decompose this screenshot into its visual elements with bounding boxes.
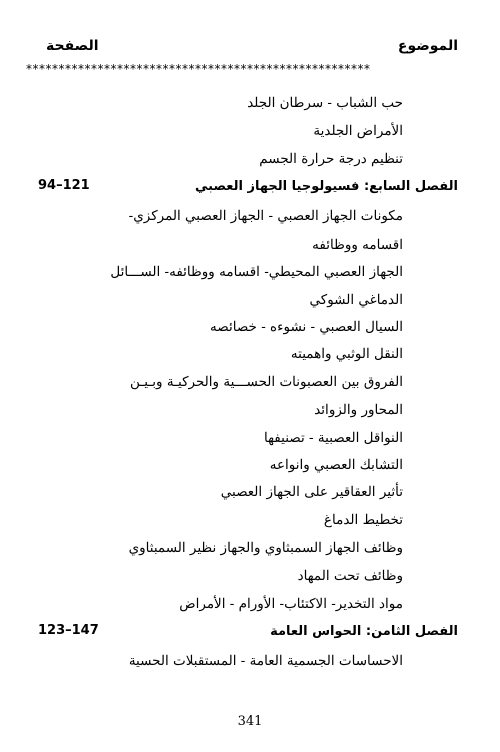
chapter-page-range: 94–121 [38, 178, 90, 193]
toc-entry: المحاور والزوائد [314, 402, 403, 418]
toc-entry: التشابك العصبي وانواعه [269, 457, 403, 473]
star-separator: ***************************************************** [26, 62, 371, 76]
chapter-heading: الفصل الثامن: الحواس العامة [270, 624, 458, 639]
toc-entry: وظائف الجهاز السمبثاوي والجهاز نظير السمبثاوي [128, 540, 403, 556]
toc-entry: الأمراض الجلدية [313, 123, 403, 139]
toc-entry: الدماغي الشوكي [309, 292, 403, 308]
toc-entry: الجهاز العصبي المحيطي- اقسامه ووظائفه- الســـائل [110, 264, 403, 280]
toc-entry: الفروق بين العصبونات الحســـية والحركيـة وبـيـن [130, 374, 403, 390]
toc-entry: حب الشباب - سرطان الجلد [247, 95, 403, 111]
toc-entry: تخطيط الدماغ [323, 512, 403, 528]
toc-entry: وظائف تحت المهاد [297, 568, 403, 584]
page-number: 341 [237, 714, 263, 729]
toc-entry: النقل الوثبي واهميته [290, 346, 403, 362]
toc-entry: مواد التخدير- الاكتئاب- الأورام - الأمراض [179, 596, 403, 612]
chapter-page-range: 123–147 [38, 623, 99, 638]
toc-entry: اقسامه ووظائفه [312, 237, 403, 253]
toc-entry: الاحساسات الجسمية العامة - المستقبلات الحسية [128, 653, 403, 669]
toc-header [36, 38, 464, 60]
toc-entry: تنظيم درجة حرارة الجسم [259, 151, 403, 167]
toc-entry: السيال العصبي - نشوءه - خصائصه [210, 319, 403, 335]
chapter-heading: الفصل السابع: فسيولوجيا الجهاز العصبي [194, 179, 458, 194]
toc-entry: مكونات الجهاز العصبي - الجهاز العصبي المركزي- [128, 208, 403, 224]
toc-entry: النواقل العصبية - تصنيفها [263, 430, 403, 446]
topic-column-label: الموضوع [397, 38, 458, 54]
page-column-label: الصفحة [46, 38, 99, 54]
toc-entry: تأثير العقاقير على الجهاز العصبي [220, 484, 403, 500]
